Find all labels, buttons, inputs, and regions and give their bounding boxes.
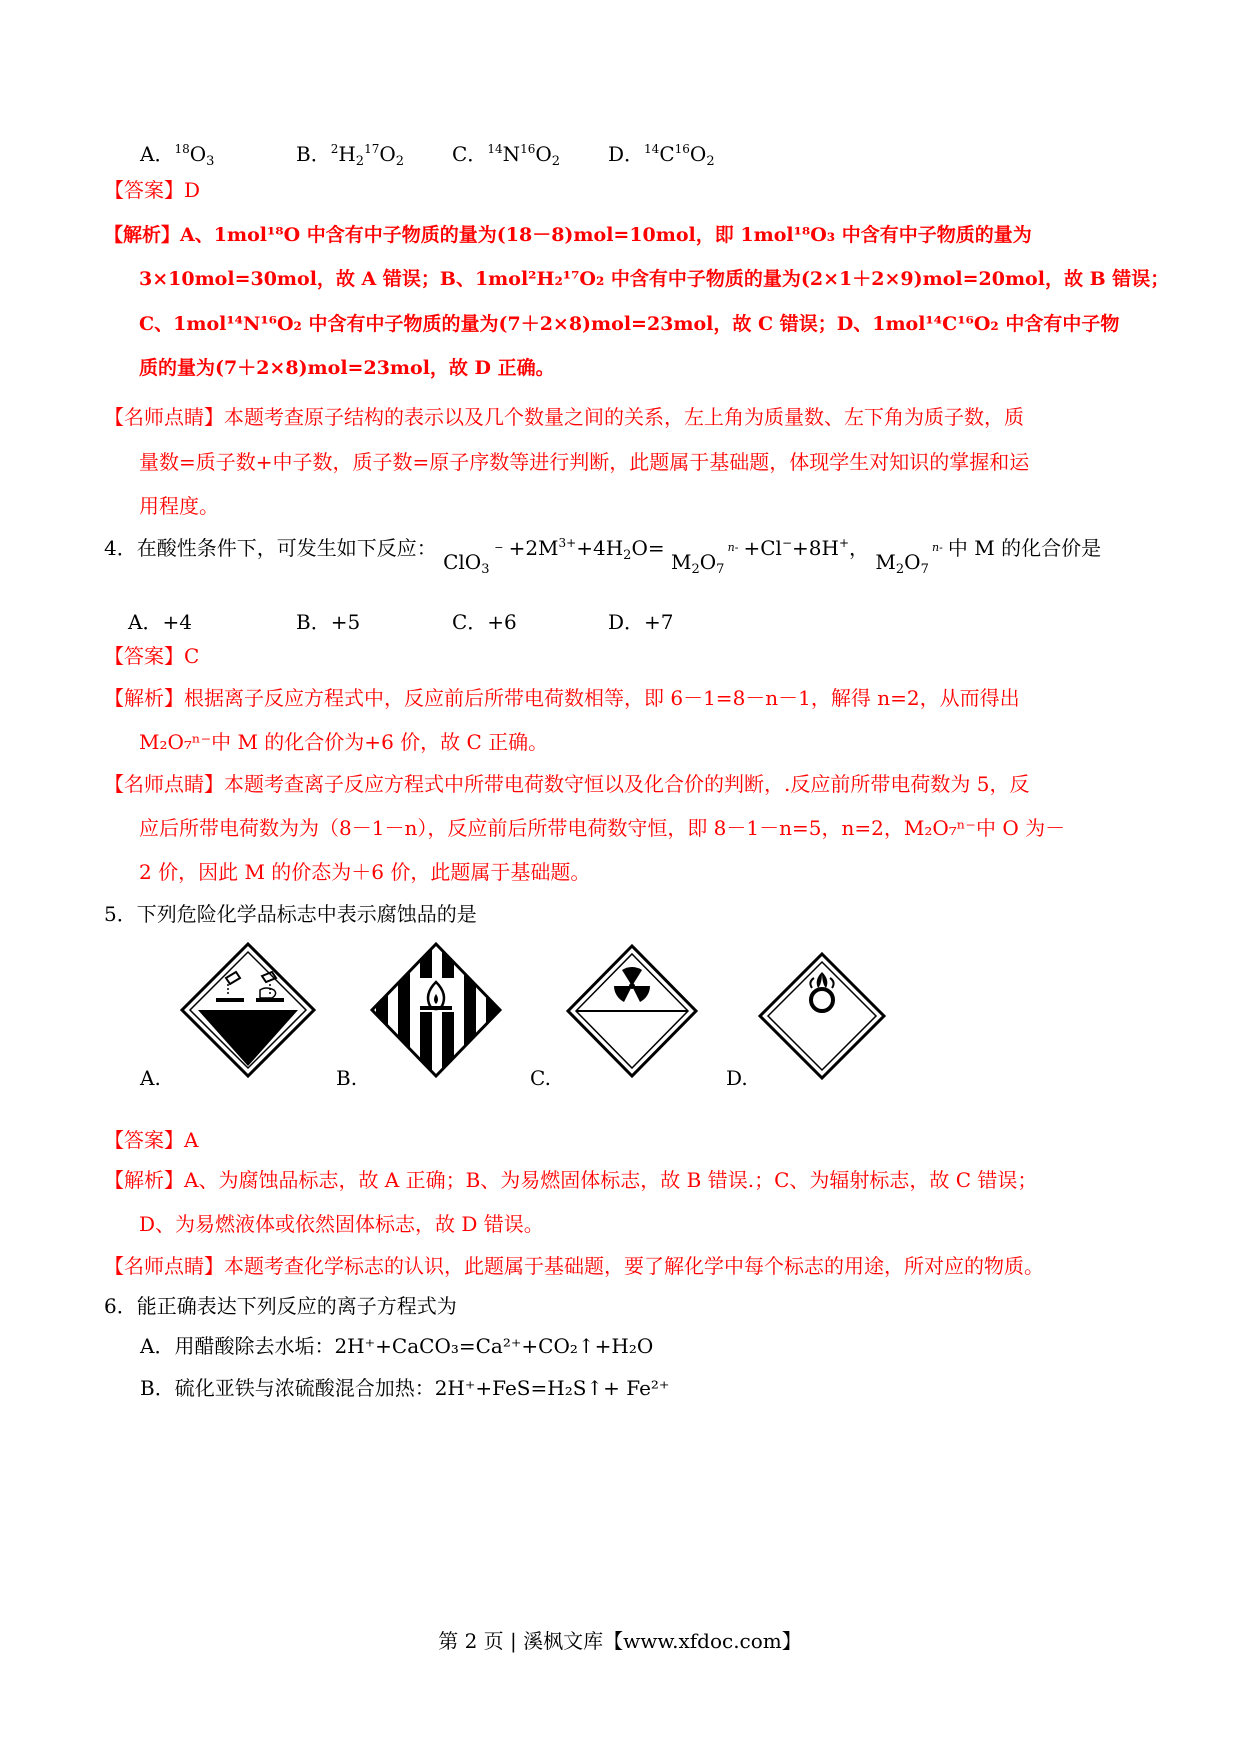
q3-tip-line-3: 用程度。 [139, 494, 219, 518]
q5-option-c-label: C. [530, 1066, 551, 1090]
page-footer: 第 2 页 | 溪枫文库【www.xfdoc.com】 [438, 1629, 802, 1653]
q4-tip-line-3: 2 价，因此 M 的价态为＋6 价，此题属于基础题。 [139, 860, 591, 884]
q4-answer: 【答案】C [104, 644, 200, 668]
q3-option-d: D．$^{14}C^{16}O_2$ [608, 142, 715, 169]
q6-option-b: B．硫化亚铁与浓硫酸混合加热：2H⁺+FeS=H₂S↑+ Fe²⁺ [140, 1376, 670, 1400]
q4-option-a: A．+4 [128, 610, 192, 634]
q5-option-d-label: D. [726, 1066, 748, 1090]
flammable-solid-sign-icon [368, 940, 504, 1080]
q5-stem: 5．下列危险化学品标志中表示腐蚀品的是 [104, 902, 477, 926]
q3-tip-line-2: 量数=质子数+中子数，质子数=原子序数等进行判断，此题属于基础题，体现学生对知识的掌握和运 [139, 450, 1030, 474]
chlorate-ion: ClO$_3$ − [443, 541, 504, 577]
q6-option-a: A．用醋酸除去水垢：2H⁺+CaCO₃=Ca²⁺+CO₂↑+H₂O [140, 1334, 654, 1358]
q3-analysis-line-2: 3×10mol=30mol，故 A 错误；B、1mol²H₂¹⁷O₂ 中含有中子物质的量为(2×1＋2×9)mol=20mol，故 B 错误； [139, 268, 1170, 290]
q3-analysis-line-4: 质的量为(7＋2×8)mol=23mol，故 D 正确。 [139, 357, 555, 379]
q5-option-b-label: B. [336, 1066, 358, 1090]
q5-option-a-label: A. [140, 1066, 161, 1090]
q4-stem: 4．在酸性条件下，可发生如下反应： ClO$_3$ − $+2M^{3+}+4H_2O= M_2O_7$ n- +Cl−+8H+， $M_2O_7$ n- 中 M 的化合价是 [104, 536, 1102, 577]
q3-answer: 【答案】D [104, 178, 201, 202]
q3-option-b: B．$^2H_2^{17}O_2$ [296, 142, 405, 169]
q3-option-c: C．$^{14}N^{16}O_2$ [452, 142, 561, 169]
q3-tip-line-1: 【名师点睛】本题考查原子结构的表示以及几个数量之间的关系，左上角为质量数、左下角为质子数，质 [104, 405, 1024, 429]
corrosive-sign-icon [178, 940, 318, 1080]
q5-tip-line-1: 【名师点睛】本题考查化学标志的认识，此题属于基础题，要了解化学中每个标志的用途，所对应的物质。 [104, 1254, 1044, 1278]
q3-analysis-line-3: C、1mol¹⁴N¹⁶O₂ 中含有中子物质的量为(7＋2×8)mol=23mol，故 C 错误；D、1mol¹⁴C¹⁶O₂ 中含有中子物 [139, 313, 1120, 335]
radioactive-sign-icon [564, 942, 700, 1080]
q5-analysis-line-1: 【解析】A、为腐蚀品标志，故 A 正确；B、为易燃固体标志，故 B 错误.；C、为辐射标志，故 C 错误； [104, 1168, 1038, 1192]
oxidizer-sign-icon [756, 950, 888, 1082]
dichromate-like-ion-2: $M_2O_7$ n- [875, 541, 943, 577]
q4-analysis-line-2: M₂O₇ⁿ⁻中 M 的化合价为+6 价，故 C 正确。 [139, 730, 549, 754]
q5-answer: 【答案】A [104, 1128, 199, 1152]
q4-analysis-line-1: 【解析】根据离子反应方程式中，反应前后所带电荷数相等，即 6－1=8－n－1，解得 n=2，从而得出 [104, 686, 1020, 710]
q4-option-c: C．+6 [452, 610, 517, 634]
dichromate-like-ion-1: $M_2O_7$ n- [670, 541, 739, 577]
q3-analysis-line-1: 【解析】A、1mol¹⁸O 中含有中子物质的量为(18－8)mol=10mol，即 1mol¹⁸O₃ 中含有中子物质的量为 [104, 224, 1032, 246]
q4-option-d: D．+7 [608, 610, 674, 634]
q6-stem: 6．能正确表达下列反应的离子方程式为 [104, 1294, 457, 1318]
q4-option-b: B．+5 [296, 610, 361, 634]
q4-tip-line-2: 应后所带电荷数为为（8－1－n），反应前后所带电荷数守恒，即 8－1－n=5，n=2，M₂O₇ⁿ⁻中 O 为－ [139, 816, 1066, 840]
q3-option-a: A．$^{18}O_3$ [140, 142, 215, 169]
q5-analysis-line-2: D、为易燃液体或依然固体标志，故 D 错误。 [139, 1212, 544, 1236]
q4-tip-line-1: 【名师点睛】本题考查离子反应方程式中所带电荷数守恒以及化合价的判断，.反应前所带电荷数为 5，反 [104, 772, 1030, 796]
